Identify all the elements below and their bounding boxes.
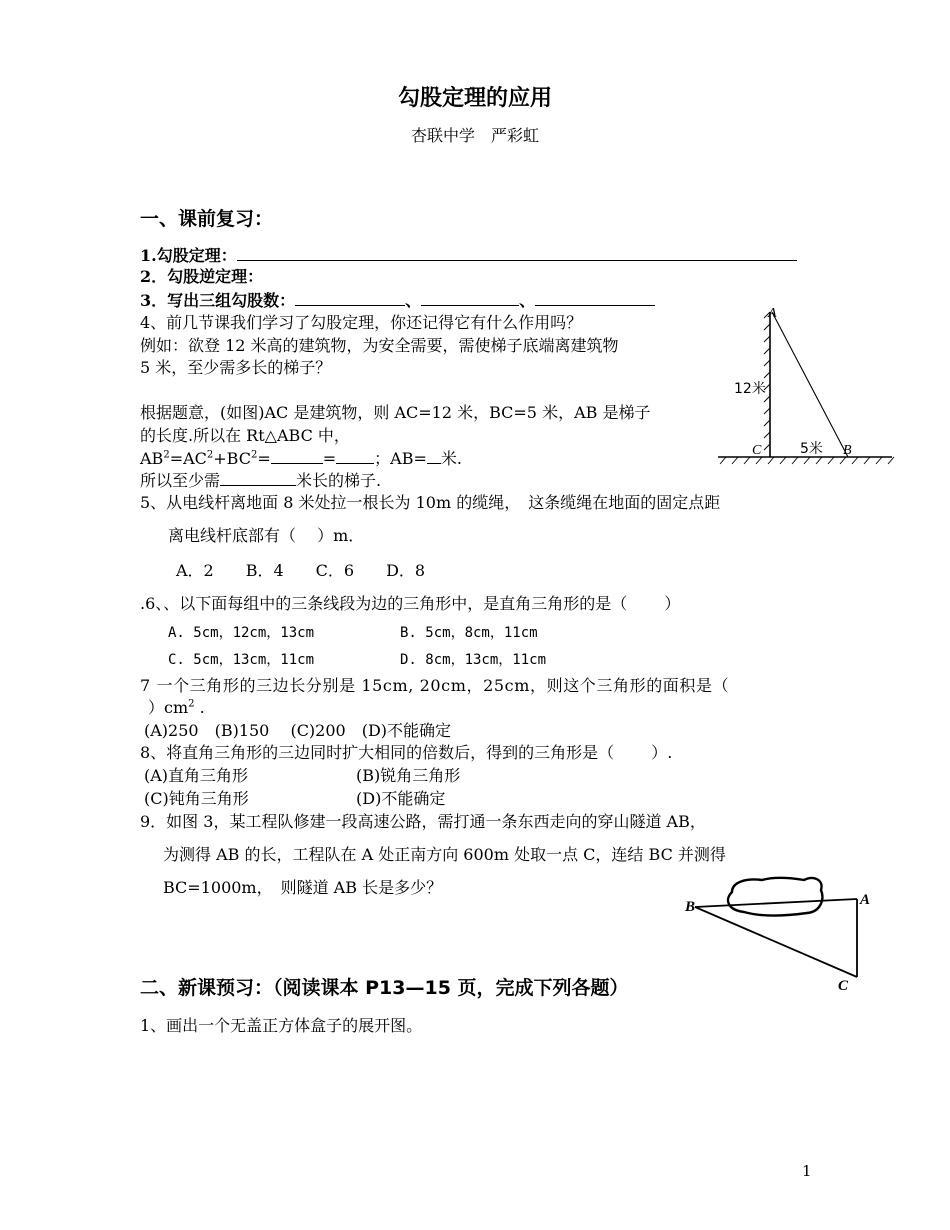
answer-blank — [237, 245, 797, 261]
question-6-option-b: B. 5cm，8cm，11cm — [400, 625, 538, 641]
ladder-line — [772, 312, 848, 457]
question-8-option-d: (D)不能确定 — [356, 789, 446, 808]
section2-question-1: 1、画出一个无盖正方体盒子的展开图。 — [140, 1016, 423, 1035]
question-5-options: A．2 B．4 C．6 D．8 — [176, 561, 426, 580]
question-1-label: 1.勾股定理： — [140, 246, 237, 265]
eq-part: AB — [140, 449, 164, 468]
question-8-stem: 8、将直角三角形的三边同时扩大相同的倍数后，得到的三角形是（ ）. — [140, 743, 673, 762]
author-line: 杏联中学 严彩虹 — [410, 126, 539, 145]
question-3 — [140, 290, 655, 311]
question-5-line-1: 5、从电线杆离地面 8 米处拉一根长为 10m 的缆绳， 这条缆绳在地面的固定点距 — [140, 493, 721, 512]
page-number: 1 — [802, 1162, 812, 1180]
eq-part: +BC — [213, 449, 251, 468]
question-8-option-c: (C)钝角三角形 — [144, 789, 249, 808]
eq-sup: 2 — [163, 449, 170, 461]
ladder-building-figure — [712, 300, 897, 472]
eq-part: 米. — [440, 449, 462, 468]
question-5-line-2: 离电线杆底部有（ ）m． — [168, 526, 365, 545]
eq-part: ；AB= — [374, 449, 427, 468]
section2-heading: 二、新课预习：（阅读课本 P13—15 页，完成下列各题） — [140, 977, 629, 999]
label-a: A — [860, 892, 871, 908]
separator: 、 — [519, 291, 536, 310]
question-4-line-1: 4、前几节课我们学习了勾股定理，你还记得它有什么作用吗？ — [140, 313, 583, 332]
question-9-line-3: BC=1000m， 则隧道 AB 长是多少？ — [163, 878, 443, 897]
eq-part: = — [322, 449, 337, 468]
tunnel-figure — [680, 866, 880, 996]
answer-blank — [427, 448, 441, 464]
label-c: C — [752, 443, 762, 458]
mountain-outline — [728, 878, 822, 916]
question-3-label: 3．写出三组勾股数： — [140, 291, 296, 310]
eq-sup: 2 — [250, 449, 258, 461]
answer-blank — [535, 290, 655, 306]
label-height: 12米 — [734, 381, 766, 397]
question-8-option-a: (A)直角三角形 — [144, 766, 249, 785]
question-4-line-4: 根据题意，(如图)AC 是建筑物，则 AC=12 米，BC=5 米，AB 是梯子 — [140, 403, 651, 422]
separator: 、 — [405, 291, 422, 310]
question-6-stem: .6、、以下面每组中的三条线段为边的三角形中，是直角三角形的是（ ） — [140, 594, 681, 613]
text-part: 米长的梯子. — [296, 471, 382, 490]
question-4-line-5: 的长度.所以在 Rt△ABC 中， — [140, 426, 350, 445]
label-c: C — [838, 978, 849, 994]
question-4-equation — [140, 448, 462, 469]
eq-part: = — [257, 449, 271, 468]
line-bc — [695, 907, 857, 977]
question-8-option-b: (B)锐角三角形 — [356, 766, 461, 785]
question-7-line-1: 7 一个三角形的三边长分别是 15cm, 20cm，25cm，则这个三角形的面积是（ — [140, 676, 730, 695]
question-7-line-2 — [148, 698, 205, 718]
question-9-line-1: 9．如图 3，某工程队修建一段高速公路，需打通一条东西走向的穿山隧道 AB， — [140, 812, 706, 831]
eq-part: =AC — [169, 449, 207, 468]
text-part: 所以至少需 — [140, 471, 221, 490]
page-title: 勾股定理的应用 — [397, 86, 552, 111]
question-4-line-2: 例如：欲登 12 米高的建筑物，为安全需要，需使梯子底端离建筑物 — [140, 336, 619, 355]
question-6-option-c: C. 5cm，13cm，11cm — [168, 652, 315, 668]
label-a: A — [768, 306, 777, 321]
question-6-option-d: D. 8cm，13cm，11cm — [400, 652, 547, 668]
text-part: ）cm — [148, 698, 189, 717]
label-b: B — [685, 899, 696, 915]
ground-hatching — [718, 457, 894, 464]
question-9-line-2: 为测得 AB 的长，工程队在 A 处正南方向 600m 处取一点 C，连结 BC 并测得 — [163, 845, 726, 864]
question-4-line-7 — [140, 470, 381, 491]
question-6-option-a: A. 5cm，12cm，13cm — [168, 625, 315, 641]
question-7-options: (A)250 (B)150 (C)200 (D)不能确定 — [144, 721, 452, 740]
section1-heading: 一、课前复习： — [140, 208, 274, 230]
label-b: B — [843, 443, 852, 458]
eq-sup: 2 — [188, 698, 195, 710]
question-2: 2．勾股逆定理： — [140, 267, 264, 286]
question-4-line-3: 5 米，至少需多长的梯子？ — [140, 358, 332, 377]
answer-blank — [336, 448, 374, 464]
question-1 — [140, 245, 797, 266]
answer-blank — [271, 448, 323, 464]
label-base: 5米 — [800, 441, 823, 457]
answer-blank — [295, 290, 405, 306]
answer-blank — [220, 470, 296, 486]
answer-blank — [421, 290, 519, 306]
eq-sup: 2 — [206, 449, 214, 461]
text-part: . — [194, 698, 205, 717]
tunnel-line-ab — [695, 899, 857, 907]
